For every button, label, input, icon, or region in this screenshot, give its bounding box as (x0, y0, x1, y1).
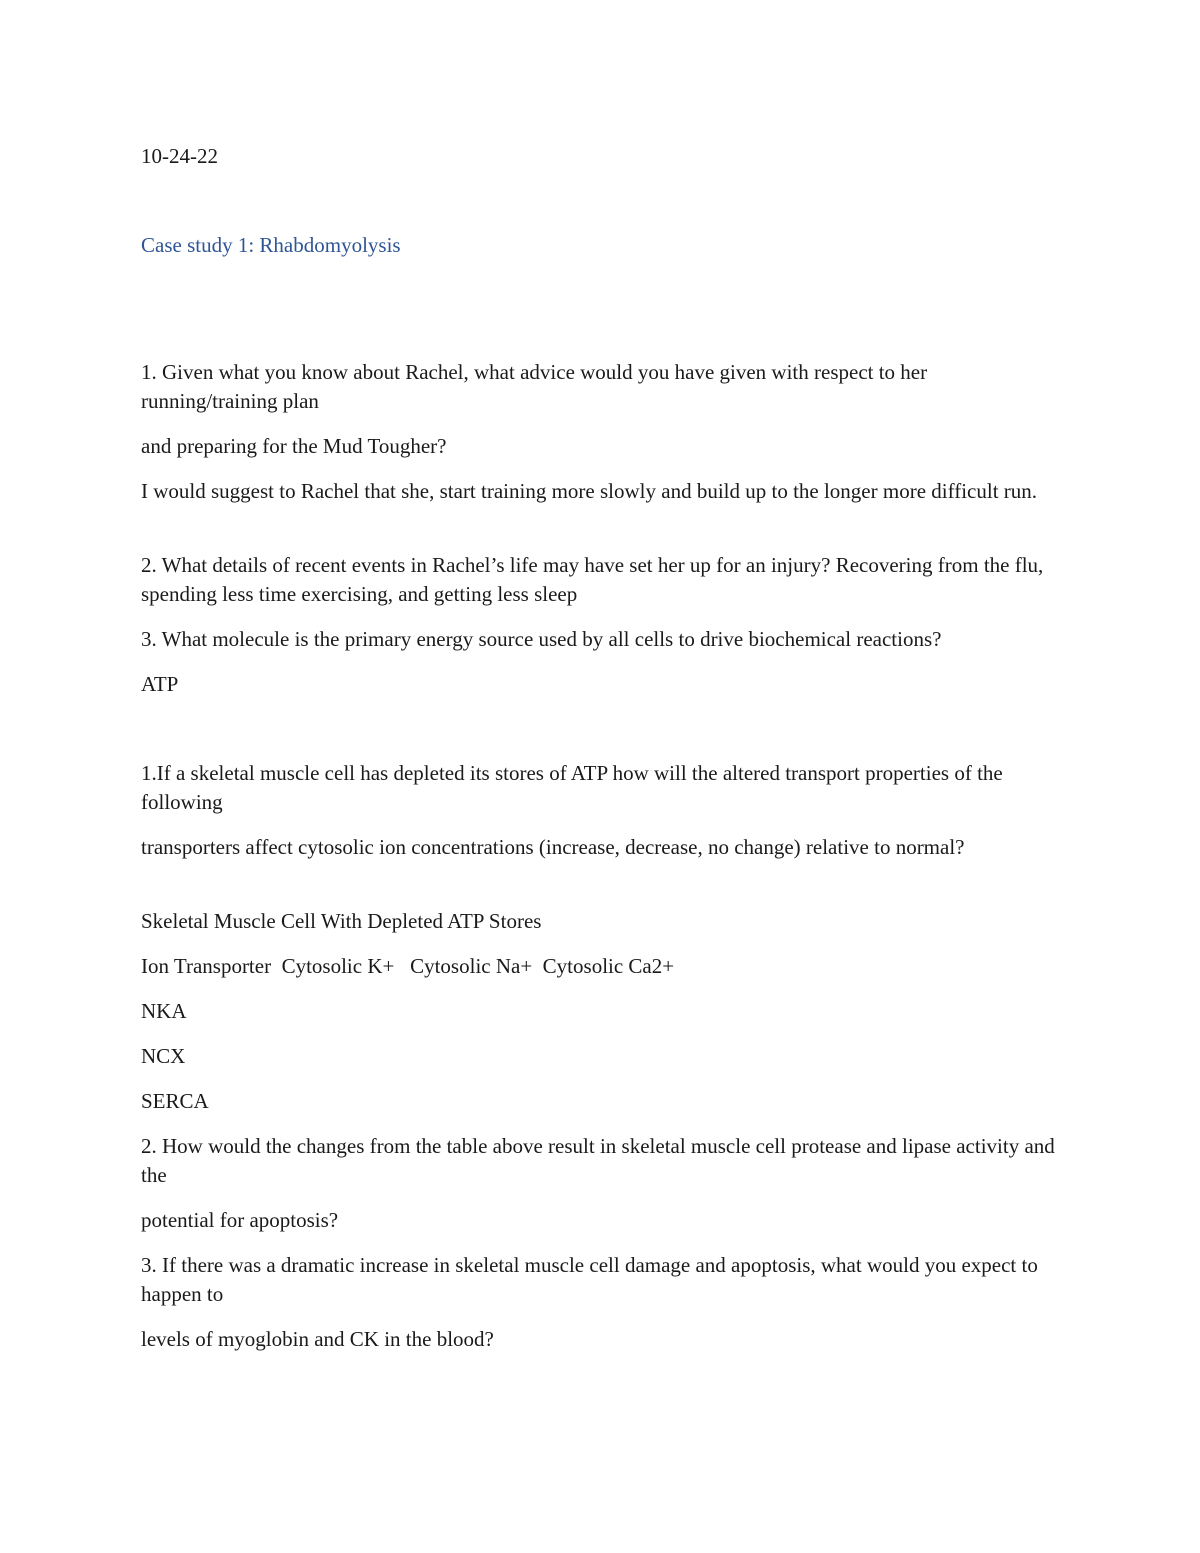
part-2-question-2-line-2: potential for apoptosis? (141, 1208, 339, 1232)
answer-3: ATP (141, 672, 179, 696)
question-2: 2. What details of recent events in Rachel’s life may have set her up for an injury? Recovering from the flu, spending less time exercising, and getting less sleep (141, 553, 1044, 606)
answer-1: I would suggest to Rachel that she, start training more slowly and build up to the longer more difficult run. (141, 479, 1038, 503)
question-1-line-2: and preparing for the Mud Tougher? (141, 434, 447, 458)
part-2-question-1-line-2: transporters affect cytosolic ion concentrations (increase, decrease, no change) relative to normal? (141, 835, 965, 859)
table-title: Skeletal Muscle Cell With Depleted ATP Stores (141, 909, 542, 933)
table-row-ncx: NCX (141, 1044, 186, 1068)
part-2-question-2-line-1: 2. How would the changes from the table above result in skeletal muscle cell protease and lipase activity and the (141, 1134, 1055, 1187)
question-1-line-1: 1. Given what you know about Rachel, what advice would you have given with respect to her running/training plan (141, 360, 928, 413)
case-study-heading: Case study 1: Rhabdomyolysis (141, 233, 401, 257)
table-header: Ion Transporter Cytosolic K+ Cytosolic Na+ Cytosolic Ca2+ (141, 954, 675, 978)
document-date: 10-24-22 (141, 144, 218, 168)
part-2-question-3-line-2: levels of myoglobin and CK in the blood? (141, 1327, 494, 1351)
table-row-serca: SERCA (141, 1089, 209, 1113)
question-3: 3. What molecule is the primary energy source used by all cells to drive biochemical reactions? (141, 627, 942, 651)
part-2-question-3-line-1: 3. If there was a dramatic increase in skeletal muscle cell damage and apoptosis, what would you expect to happen to (141, 1253, 1038, 1306)
table-row-nka: NKA (141, 999, 187, 1023)
part-2-question-1-line-1: 1.If a skeletal muscle cell has depleted its stores of ATP how will the altered transport properties of the following (141, 761, 1003, 814)
